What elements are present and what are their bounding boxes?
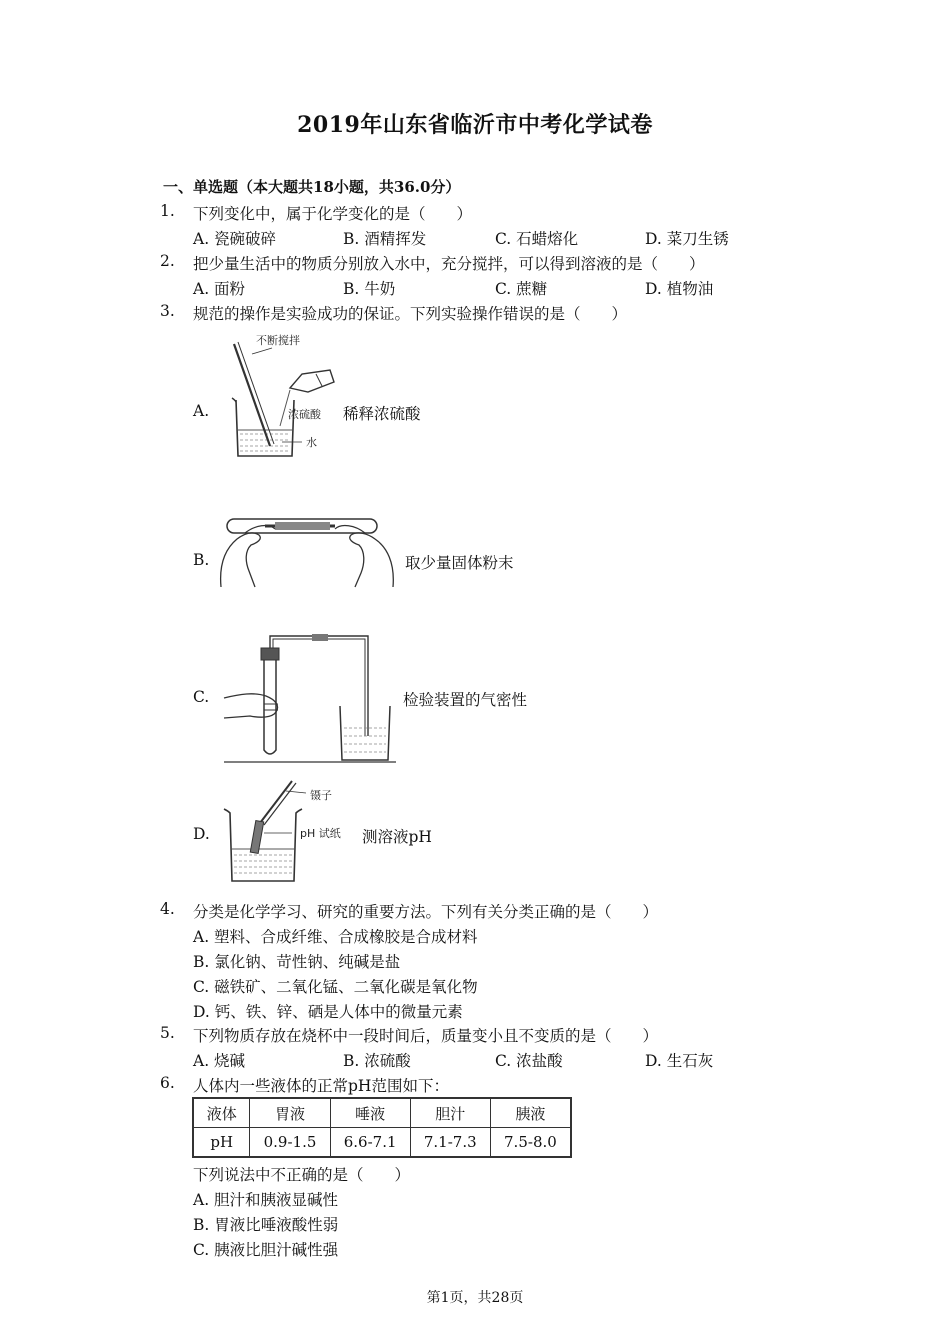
option-d: D. 钙、铁、锌、硒是人体中的微量元素	[193, 1003, 463, 1021]
table-cell: 液体	[193, 1098, 250, 1128]
option-c: C. 蔗糖	[495, 280, 548, 298]
option-a-label: A.	[193, 402, 210, 420]
table-cell: 胃液	[250, 1098, 330, 1128]
table-cell: 胰液	[490, 1098, 571, 1128]
option-a: A. 瓷碗破碎	[193, 230, 277, 248]
option-a: A. 烧碱	[193, 1052, 246, 1070]
table-row	[193, 1128, 571, 1158]
question-number: 3.	[160, 302, 175, 320]
table-cell: 唾液	[330, 1098, 410, 1128]
table-cell: 6.6-7.1	[330, 1128, 410, 1158]
question-subtext: 下列说法中不正确的是（ ）	[193, 1166, 411, 1184]
ph-test-figure	[220, 775, 360, 887]
stir-label: 不断搅拌	[256, 334, 300, 347]
option-c-caption: 检验装置的气密性	[403, 691, 528, 709]
table-cell: 胆汁	[410, 1098, 490, 1128]
table-cell: pH	[193, 1128, 250, 1158]
solid-powder-figure	[215, 505, 400, 590]
option-b: B. 浓硫酸	[343, 1052, 411, 1070]
option-a: A. 面粉	[193, 280, 246, 298]
option-b-label: B.	[193, 551, 210, 569]
tweezers-label: 镊子	[310, 789, 332, 802]
option-d-label: D.	[193, 825, 210, 843]
option-c: C. 胰液比胆汁碱性强	[193, 1241, 339, 1259]
airtight-check-figure	[220, 632, 400, 767]
option-a: A. 胆汁和胰液显碱性	[193, 1191, 339, 1209]
section-heading: 一、单选题（本大题共18小题，共36.0分）	[163, 178, 461, 196]
question-text: 下列变化中，属于化学变化的是（ ）	[193, 205, 473, 223]
dilute-acid-figure	[222, 330, 342, 460]
option-d-caption: 测溶液pH	[362, 828, 432, 846]
question-number: 6.	[160, 1074, 175, 1092]
option-b: B. 胃液比唾液酸性弱	[193, 1216, 339, 1234]
question-number: 2.	[160, 252, 175, 270]
table-cell: 7.1-7.3	[410, 1128, 490, 1158]
ph-table	[192, 1097, 572, 1158]
table-cell: 7.5-8.0	[490, 1128, 571, 1158]
question-text: 人体内一些液体的正常pH范围如下：	[193, 1077, 449, 1095]
question-text: 规范的操作是实验成功的保证。下列实验操作错误的是（ ）	[193, 305, 628, 323]
option-b: B. 氯化钠、苛性钠、纯碱是盐	[193, 953, 401, 971]
ph-paper-label: pH 试纸	[300, 827, 341, 840]
acid-label: 浓硫酸	[288, 408, 321, 421]
water-label: 水	[306, 436, 317, 449]
question-text: 分类是化学学习、研究的重要方法。下列有关分类正确的是（ ）	[193, 903, 659, 921]
option-a-caption: 稀释浓硫酸	[343, 405, 421, 423]
option-b: B. 酒精挥发	[343, 230, 427, 248]
question-text: 把少量生活中的物质分别放入水中，充分搅拌，可以得到溶液的是（ ）	[193, 255, 705, 273]
option-c-label: C.	[193, 688, 210, 706]
question-text: 下列物质存放在烧杯中一段时间后，质量变小且不变质的是（ ）	[193, 1027, 659, 1045]
page-footer: 第1页，共28页	[426, 1290, 524, 1306]
question-number: 4.	[160, 900, 175, 918]
option-b: B. 牛奶	[343, 280, 396, 298]
option-c: C. 浓盐酸	[495, 1052, 563, 1070]
option-c: C. 磁铁矿、二氧化锰、二氧化碳是氧化物	[193, 978, 478, 996]
option-c: C. 石蜡熔化	[495, 230, 579, 248]
table-header-row	[193, 1098, 571, 1128]
option-d: D. 生石灰	[645, 1052, 714, 1070]
question-number: 1.	[160, 202, 175, 220]
page-title: 2019年山东省临沂市中考化学试卷	[297, 112, 653, 138]
option-d: D. 植物油	[645, 280, 714, 298]
option-a: A. 塑料、合成纤维、合成橡胶是合成材料	[193, 928, 478, 946]
question-number: 5.	[160, 1024, 175, 1042]
option-b-caption: 取少量固体粉末	[405, 554, 514, 572]
option-d: D. 菜刀生锈	[645, 230, 729, 248]
table-cell: 0.9-1.5	[250, 1128, 330, 1158]
